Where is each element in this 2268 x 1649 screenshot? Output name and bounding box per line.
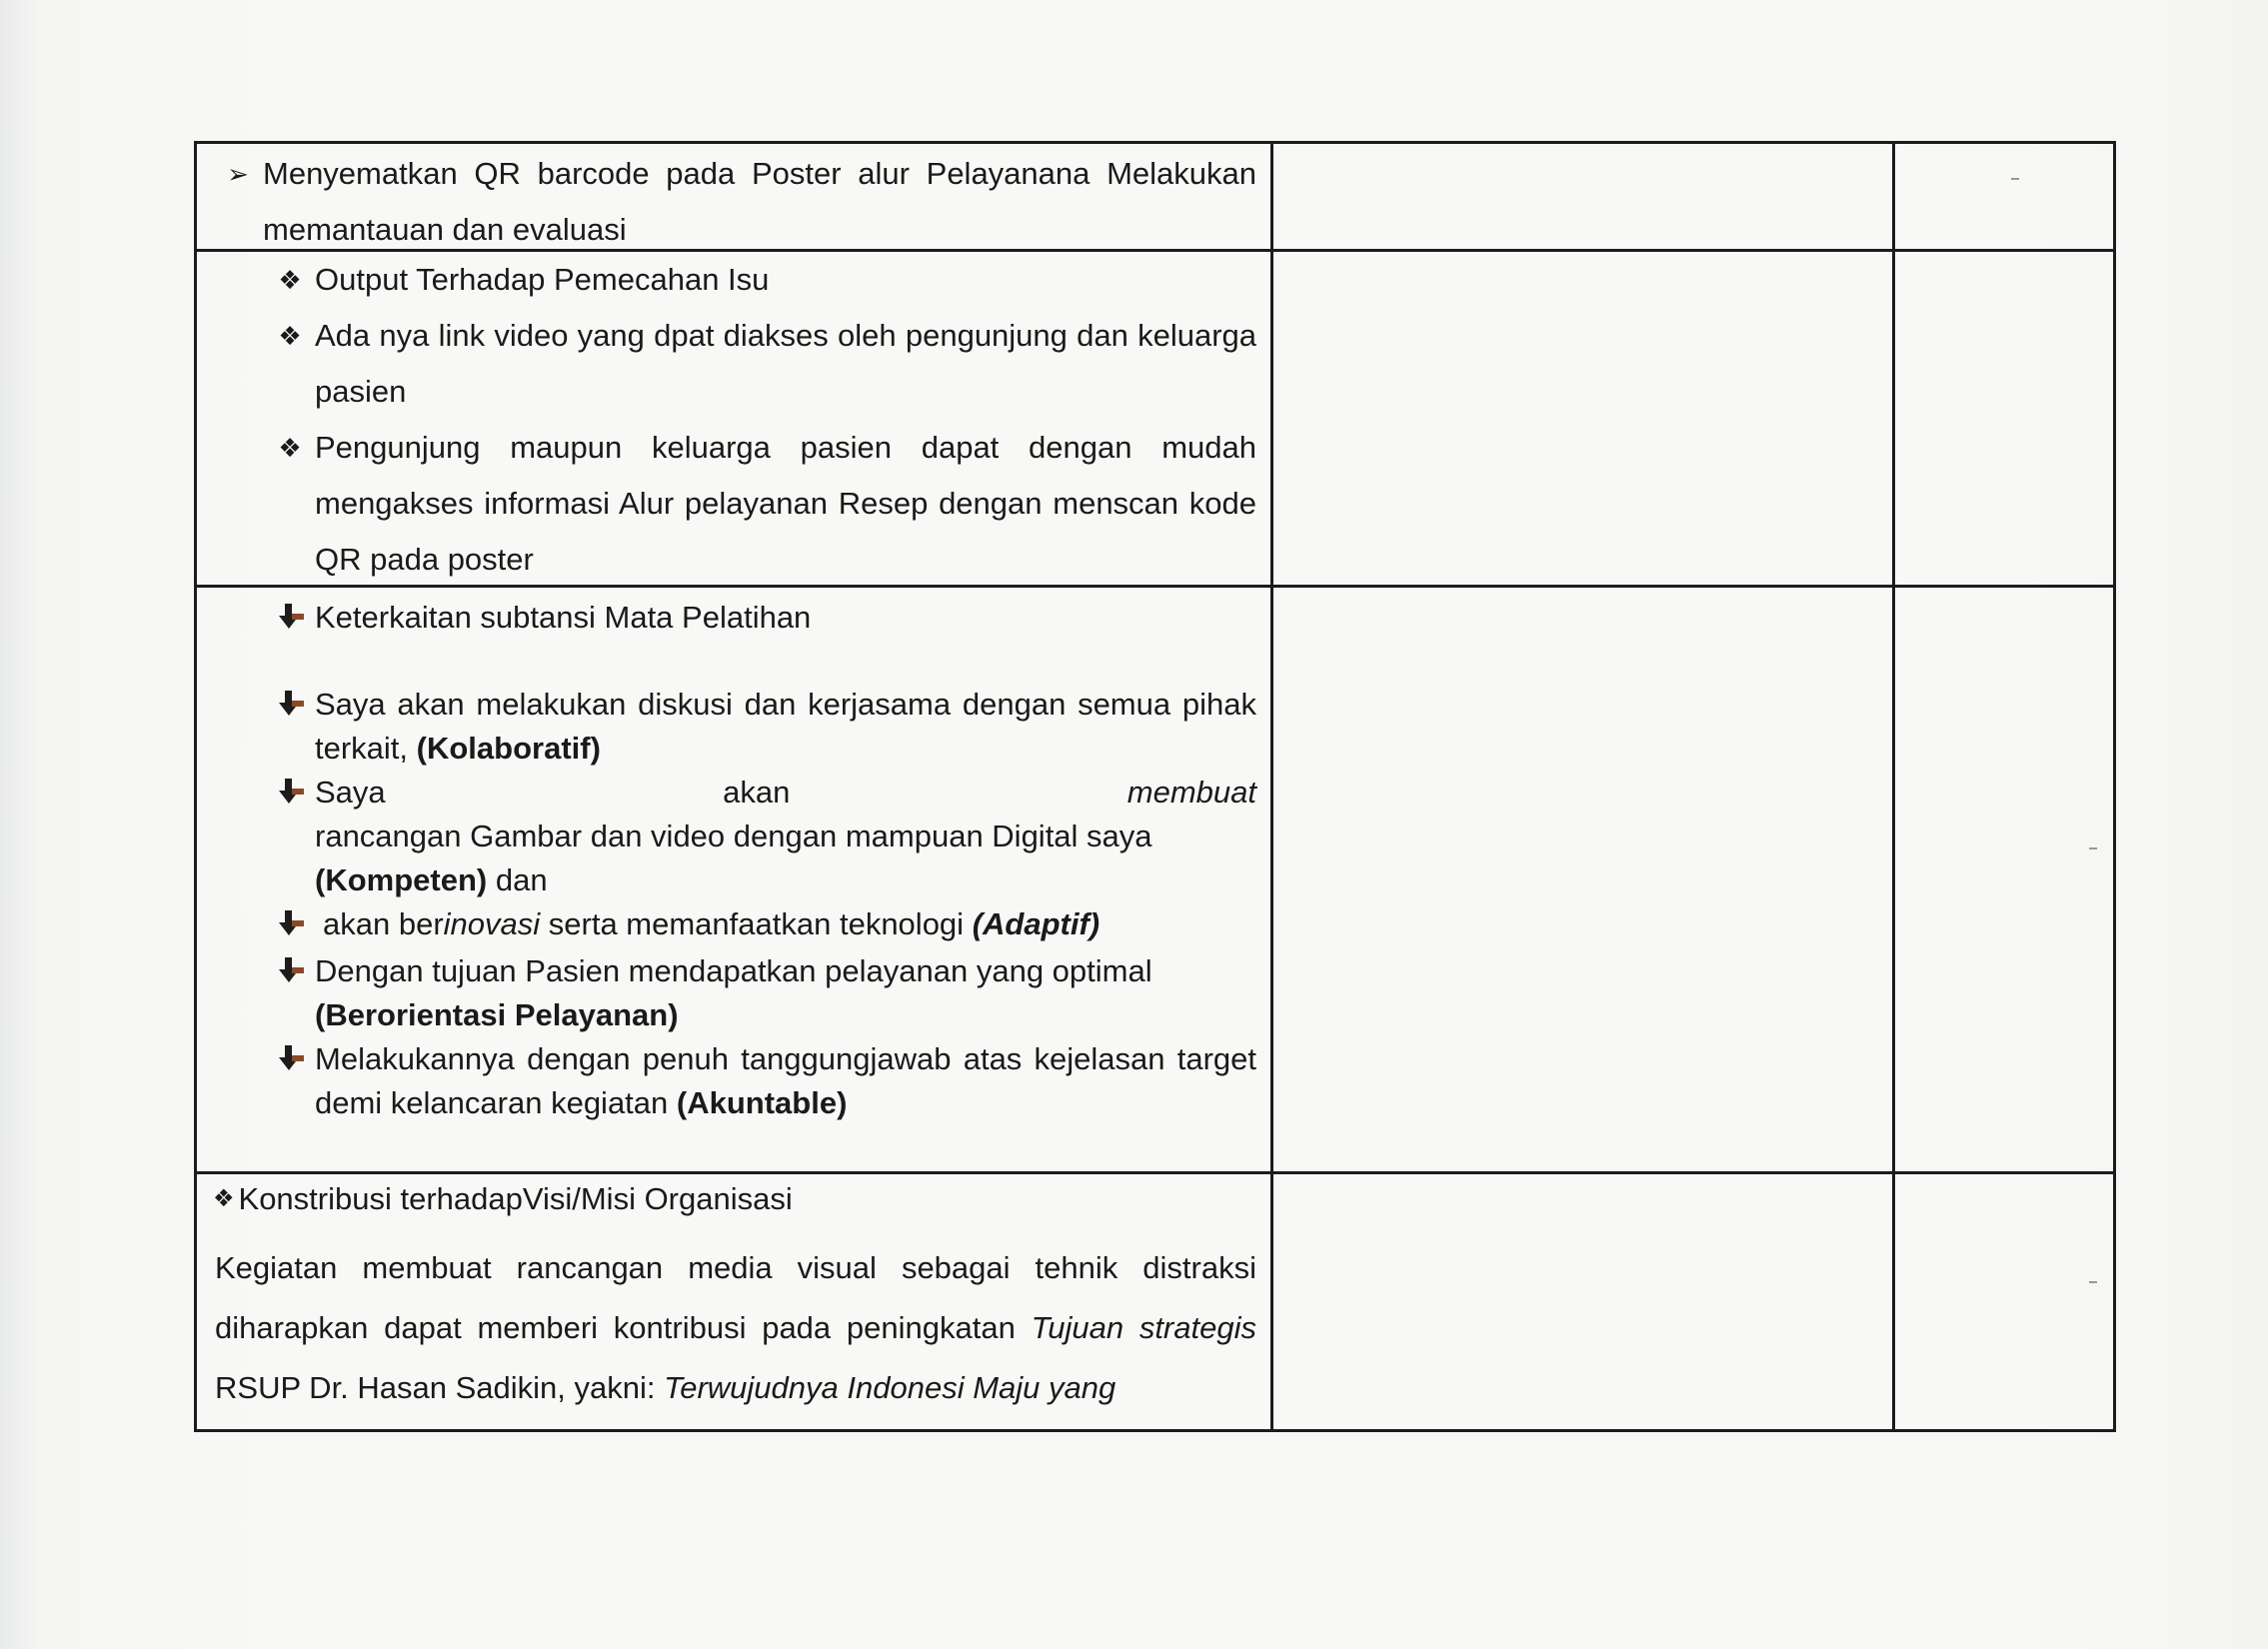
down-arrow-bullet-icon xyxy=(265,949,315,996)
table-row xyxy=(196,587,2115,1173)
adaptive-label: (Adaptif) xyxy=(972,906,1101,941)
empty-cell xyxy=(1272,1173,1894,1431)
paragraph-text: RSUP Dr. Hasan Sadikin, yakni: xyxy=(215,1370,656,1405)
empty-cell xyxy=(1894,143,2115,251)
list-item xyxy=(211,1037,1256,1125)
down-arrow-bullet-icon xyxy=(265,771,315,818)
diamond-bullet-icon: ❖ xyxy=(278,321,302,351)
empty-cell xyxy=(1894,1173,2115,1431)
collaborative-text: Saya akan melakukan diskusi dan kerjasama dengan semua pihak terkait, xyxy=(315,687,1256,766)
table-row xyxy=(196,251,2115,587)
empty-cell xyxy=(1272,251,1894,587)
competent-line-1 xyxy=(315,771,1256,815)
output-cell xyxy=(196,251,1272,587)
list-item xyxy=(211,596,1256,643)
training-item xyxy=(315,949,1256,1037)
vision-mission-paragraph xyxy=(215,1238,1256,1418)
arrow-bullet-icon: ➢ xyxy=(227,159,249,189)
table-row xyxy=(196,1173,2115,1431)
list-item xyxy=(211,146,1256,258)
down-arrow-bullet-icon xyxy=(265,1037,315,1084)
accountable-label: (Akuntable) xyxy=(676,1085,848,1120)
list-item xyxy=(211,902,1256,949)
list-item xyxy=(213,1174,1256,1224)
empty-cell xyxy=(1272,143,1894,251)
vision-mission-heading: Konstribusi terhadapVisi/Misi Organisasi xyxy=(238,1181,793,1216)
collaborative-label: (Kolaboratif) xyxy=(416,731,601,766)
word: membuat xyxy=(1127,775,1256,810)
diamond-bullet-icon: ❖ xyxy=(278,433,302,463)
paragraph-text: Kegiatan membuat rancangan media visual sebagai tehnik distraksi diharapkan dapat memberi kontribusi pada peningkatan xyxy=(215,1250,1256,1345)
description-cell xyxy=(196,143,1272,251)
list-item xyxy=(211,420,1256,588)
qr-barcode-text: Menyematkan QR barcode pada Poster alur Pelayanana Melakukan memantauan dan evaluasi xyxy=(263,156,1256,247)
competent-label: (Kompeten) xyxy=(315,862,488,897)
empty-cell xyxy=(1894,587,2115,1173)
down-arrow-bullet-icon xyxy=(265,596,315,643)
scan-mark xyxy=(2011,178,2019,180)
training-item xyxy=(315,771,1256,902)
list-item xyxy=(211,308,1256,420)
down-arrow-bullet-icon xyxy=(265,683,315,730)
training-substance-cell xyxy=(196,587,1272,1173)
training-heading: Keterkaitan subtansi Mata Pelatihan xyxy=(315,600,812,635)
empty-cell xyxy=(1272,587,1894,1173)
training-item xyxy=(315,902,1256,946)
output-item: Pengunjung maupun keluarga pasien dapat dengan mudah mengakses informasi Alur pelayanan Resep dengan menscan kode QR pada poster xyxy=(315,430,1256,577)
list-item xyxy=(211,771,1256,902)
accountable-text: Melakukannya dengan penuh tanggungjawab atas kejelasan target demi kelancaran kegiatan xyxy=(315,1041,1256,1120)
competent-tail: dan xyxy=(495,862,548,897)
service-text: Dengan tujuan Pasien mendapatkan pelayanan yang optimal xyxy=(315,953,1152,988)
list-item xyxy=(211,949,1256,1037)
adaptive-mid: serta memanfaatkan teknologi xyxy=(548,906,965,941)
output-item: Ada nya link video yang dpat diakses oleh pengunjung dan keluarga pasien xyxy=(315,318,1256,409)
adaptive-italic: inovasi xyxy=(443,906,541,941)
service-label: (Berorientasi Pelayanan) xyxy=(315,997,679,1032)
word: akan xyxy=(723,775,791,810)
vision-mission-cell xyxy=(196,1173,1272,1431)
list-item xyxy=(211,252,1256,308)
list-item xyxy=(211,683,1256,771)
competent-line-2: rancangan Gambar dan video dengan mampuan Digital saya xyxy=(315,819,1152,853)
down-arrow-bullet-icon xyxy=(265,902,315,949)
output-heading: Output Terhadap Pemecahan Isu xyxy=(315,262,770,297)
scan-mark xyxy=(2089,847,2097,849)
training-item xyxy=(315,683,1256,771)
diamond-bullet-icon: ❖ xyxy=(278,265,302,295)
training-item xyxy=(315,1037,1256,1125)
empty-cell xyxy=(1894,251,2115,587)
adaptive-pre: akan ber xyxy=(323,906,444,941)
diamond-bullet-icon: ❖ xyxy=(213,1185,235,1212)
paragraph-italic: Terwujudnya Indonesi Maju yang xyxy=(664,1370,1117,1405)
word: Saya xyxy=(315,775,386,810)
paragraph-italic: Tujuan strategis xyxy=(1031,1310,1256,1345)
evaluation-table xyxy=(194,141,2116,1432)
scan-mark xyxy=(2089,1281,2097,1283)
table-row xyxy=(196,143,2115,251)
